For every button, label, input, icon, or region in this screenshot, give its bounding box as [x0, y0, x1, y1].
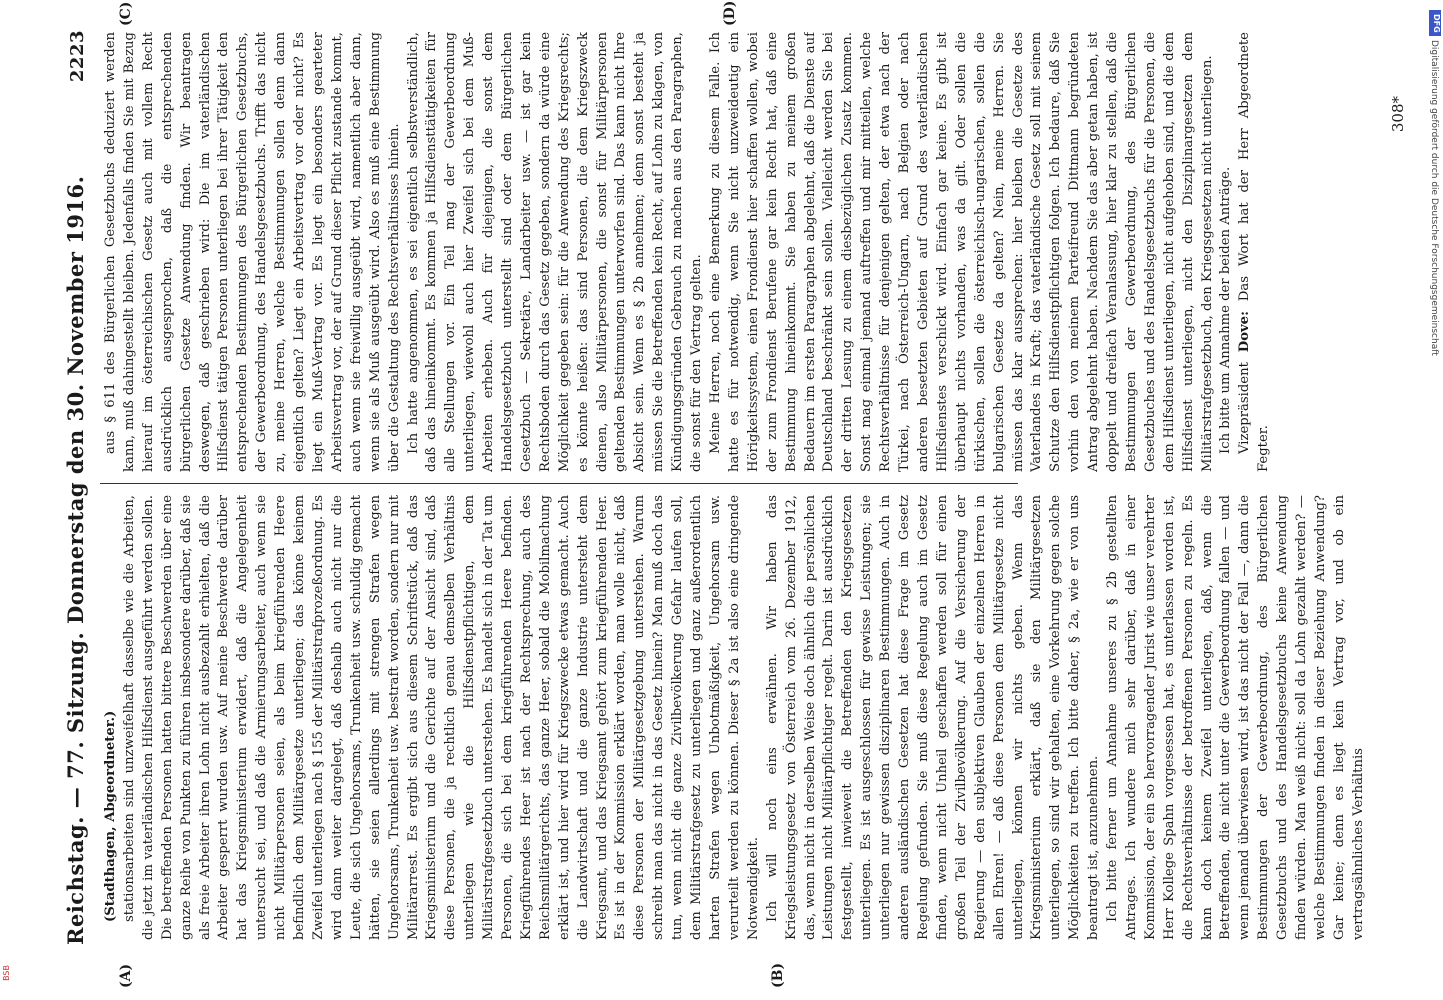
credit-strip — [1428, 10, 1442, 1000]
column-divider — [100, 483, 1018, 484]
credit-text: Digitalisierung gefördert durch die Deutsche Forschungsgemeinschaft — [1429, 40, 1439, 356]
speaker-label: (Stadthagen, Abgeordneter.) — [103, 710, 118, 922]
paragraph: aus § 611 des Bürgerlichen Gesetzbuchs deduziert werden kann, muß dahingestellt bleiben. Jedenfalls finden Sie mit Bezug hierauf im österreichischen Gesetz auch mit vollem Recht ausdrücklich ausgesprochen, daß die entsprechenden bürgerlichen Gesetze Anwendung finden. Wir beantragen deswegen, daß geschrieben wird: Die im vaterländischen Hilfsdienst tätigen Personen unterliegen bei ihrer Tätigkeit den entsprechenden Bestimmungen des Bürgerlichen Gesetzbuchs, der Gewerbeordnung, des Handelsgesetzbuchs. Trifft das nicht zu, meine Herren, welche Bestimmungen sollen denn dann eigentlich gelten? Liegt ein Arbeitsvertrag vor oder nicht? Es liegt ein Muß-Vertrag vor. Es liegt ein besonders gearteter Arbeitsvertrag vor, der auf Grund dieser Pflicht zustande kommt, auch wenn sie freiwillig ausgeübt wird, namentlich aber dann, wenn sie als Muß ausgeübt wird. Also es muß eine Bestimmung über die Gestaltung des Rechtsverhältnisses hinein. — [103, 32, 402, 472]
footer-signature: 308* — [1389, 96, 1407, 133]
paragraph: stationsarbeiten sind unzweifelhaft dasselbe wie die Arbeiten, die jetzt im vaterländischen Hilfsdienst ausgeführt werden sollen. Die betreffenden Personen hatten bittere Beschwerden über eine ganze Reihe von Punkten zu führen insbesondere darüber, daß sie als freie Arbeiter ihren Lohn nicht ausbezahlt erhielten, daß die Arbeiter gesperrt wurden usw. Auf meine Beschwerde darüber hat das Kriegsministerium erwidert, daß die Angelegenheit untersucht sei, und daß die Armierungsarbeiter, auch wenn sie nicht Militärpersonen seien, als beim kriegführenden Heere befindlich dem Militärgesetze unterliegen; das könne keinem Zweifel unterliegen nach § 155 der Militärstrafprozeßordnung. Es wird dann weiter dargelegt, daß deshalb auch nicht nur die Leute, die sich Ungehorsams, Trunkenheit usw. schuldig gemacht hätten, sie seien allerdings mit strengen Strafen wegen Ungehorsams, Trunkenheit usw. bestraft worden, sondern nur mit Militärarrest. Es ergibt sich aus diesem Schriftstück, daß das Kriegsministerium und die Gerichte auf der Ansicht sind, daß diese Personen, die ja rechtlich genau demselben Verhältnis unterliegen wie die Hilfsdienstpflichtigen, dem Militärstrafgesetzbuch unterstehen. Es handelt sich in der Tat um Personen, die sich bei dem kriegführenden Heere befinden. Kriegführendes Heer ist nach der Rechtsprechung, auch des Reichsmilitärgerichts, das ganze Heer, sobald die Mobilmachung erklärt ist, und hier wird für Kriegszwecke etwas gemacht. Auch die Landwirtschaft und die ganze Industrie untersteht dem Kriegsamt, und das Kriegsamt gehört zum kriegführenden Heer. Es ist in der Kommission erklärt worden, man wolle nicht, daß diese Personen der Militärgesetzgebung unterstehen. Warum schreibt man das nicht in das Gesetz hinein? Man muß doch das tun, wenn nicht die ganze Zivilbevölkerung Gefahr laufen soll, dem Militärstrafgesetz zu unterliegen und ganz außerordentlich harten Strafen wegen Unbotmäßigkeit, Ungehorsam usw. verurteilt werden zu können. Dieser § 2a ist also eine dringende Notwendigkeit. — [121, 495, 761, 940]
page-number: 2223 — [67, 30, 88, 83]
left-column — [102, 495, 1378, 940]
closing-speaker-title: Vizepräsident — [1237, 362, 1253, 454]
paragraph: Ich hatte angenommen, es sei eigentlich selbstverständlich, daß das hineinkommt. Es kommen ja Hilfsdiensttätigkeiten für alle Stellungen vor. Ein Teil mag der Gewerbeordnung unterliegen, wiewohl auch hier Zweifel sich bei dem Muß-Arbeiten erheben. Auch für diejenigen, die sonst dem Handelsgesetzbuch unterstellt sind oder dem Bürgerlichen Gesetzbuch — Sekretäre, Landarbeiter usw. — ist gar kein Rechtsboden durch das Gesetz gegeben, sondern da würde eine Möglichkeit gegeben sein: für die Anwendung des Kriegsrechts; es könnte heißen: das sind Personen, die dem Kriegszweck dienen, also Militärpersonen, die sonst für Militärpersonen geltenden Bestimmungen unterworfen sind. Das kann nicht Ihre Absicht sein. Wenn es § 2b annehmen; denn sonst besteht ja müssen Sie die Betreffenden kein Recht, auf Lohn zu klagen, von Kündigungsgründen Gebrauch zu machen aus den Paragraphen, die sonst für den Vertrag gelten. — [405, 32, 705, 472]
header-title: Reichstag. — 77. Sitzung. Donnerstag den 30. November 1916. — [63, 175, 88, 945]
paragraph: Ich will noch eins erwähnen. Wir haben das Kriegsleistungsgesetz von Österreich vom 26. Dezember 1912, das, wenn nicht in derselben Weise doch ähnlich die persönlichen Leistungen nicht Militärpflichtiger regelt. Darin ist ausdrücklich festgestellt, inwieweit die Betreffenden den Kriegsgesetzen unterliegen. Es ist ausgeschlossen für gewisse Leistungen; sie unterliegen nur gewissen disziplinaren Bestimmungen. Auch in anderen ausländischen Gesetzen hat diese Frage im Gesetz Regelung gefunden. Sie muß diese Regelung auch im Gesetz finden, wenn nicht Unheil geschaffen werden soll für einen großen Teil der Zivilbevölkerung. Auf die Versicherung der Regierung — den subjektiven Glauben der einzelnen Herren in allen Ehren! — daß diese Personen dem Militärgesetze nicht unterliegen, können wir nichts geben. Wenn das Kriegsministerium erklärt, daß sie den Militärgesetzen unterliegen, so sind wir gehalten, eine Vorkehrung gegen solche Möglichkeiten zu treffen. Ich bitte daher, § 2a, wie er von uns beantragt ist, anzunehmen. — [764, 495, 1102, 940]
closing-text: Das Wort hat der Herr Abgeordnete Fegter. — [1237, 32, 1272, 472]
closing-speaker-name: Dove: — [1237, 311, 1253, 353]
margin-mark-a: (A) — [118, 963, 134, 988]
page-header — [48, 30, 88, 945]
margin-mark-b: (B) — [770, 962, 786, 988]
paragraph: Ich bitte ferner um Annahme unseres zu § 2b gestellten Antrages. Ich wundere mich sehr darüber, daß in einer Kommission, der ein so hervorragender Jurist wie unser verehrter Herr Kollege Spahn vorgesessen hat, es unterlassen worden ist, die Rechtsverhältnisse der betroffenen Personen zu regeln. Es kann doch keinem Zweifel unterliegen, daß, wenn die Betreffenden, die nicht unter die Gewerbeordnung fallen — und wenn jemand überwiesen wird, ist das nicht der Fall —, dann die Bestimmungen der Gewerbeordnung, des Bürgerlichen Gesetzbuchs und des Handelsgesetzbuchs keine Anwendung finden würden. Man weiß nicht: soll da Lohn gezahlt werden? — welche Bestimmungen finden in dieser Beziehung Anwendung? Gar keine; denn es liegt kein Vertrag vor, und ob ein vertragsähnliches Verhältnis — [1105, 495, 1366, 940]
paragraph: Ich bitte um Annahme der beiden Anträge. — [1218, 166, 1234, 454]
margin-mark-d: (D) — [722, 0, 738, 26]
closing-line — [1236, 32, 1274, 472]
right-column — [102, 32, 1378, 472]
dfg-logo: DFG — [1429, 10, 1441, 36]
paragraph: Meine Herren, noch eine Bemerkung zu diesem Falle. Ich hatte es für notwendig, wenn Sie nicht unzweideutig ein Hörigkeitssystem, einen Frondienst hier schaffen wollen, wobei der zum Frondienst Berufene gar kein Recht hat, daß eine Bestimmung hineinkommt. Sie haben zu meinem großen Bedauern im ersten Paragraphen abgelehnt, daß die Dienste auf Deutschland beschränkt sein sollen. Vielleicht werden Sie bei der dritten Lesung zu einem diesbezüglichen Zusatz kommen. Sonst mag einmal jemand auftreffen und mir mitteilen, welche Rechtsverhältnisse für denjenigen gelten, der etwa nach der Türkei, nach Österreich-Ungarn, nach Belgien oder nach anderen besetzten Gebieten auf Grund des vaterländischen Hilfsdienstes verschickt wird. Einfach gar keine. Es gibt ist überhaupt nichts vorhanden, was da gilt. Oder sollen die türkischen, sollen die österreichisch-ungarischen, sollen die bulgarischen Gesetze da gelten? Nein, meine Herren. Sie müssen das klar aussprechen: hier bleiben die Gesetze des Vaterlandes in Kraft; das vaterländische Gesetz soll mit seinem Schutze den Hilfsdienstpflichtigen folgen. Ich bedaure, daß Sie vorhin den von meinem Parteifreund Dittmann begründeten Antrag abgelehnt haben. Nachdem Sie das aber getan haben, ist doppelt und dreifach Veranlassung, hier klar zu stellen, daß die Bestimmungen der Gewerbeordnung, des Bürgerlichen Gesetzbuches und des Handelsgesetzbuchs für die Personen, die dem Hilfsdienst unterliegen, nicht aufgehoben sind, und die dem Hilfsdienst unterliegen, nicht den Disziplinargesetzen dem Militärstrafgesetzbuch, den Kriegsgesetzen nicht unterliegen. — [708, 32, 1215, 472]
margin-mark-c: (C) — [118, 1, 134, 26]
library-mark: BSB — [2, 965, 11, 981]
